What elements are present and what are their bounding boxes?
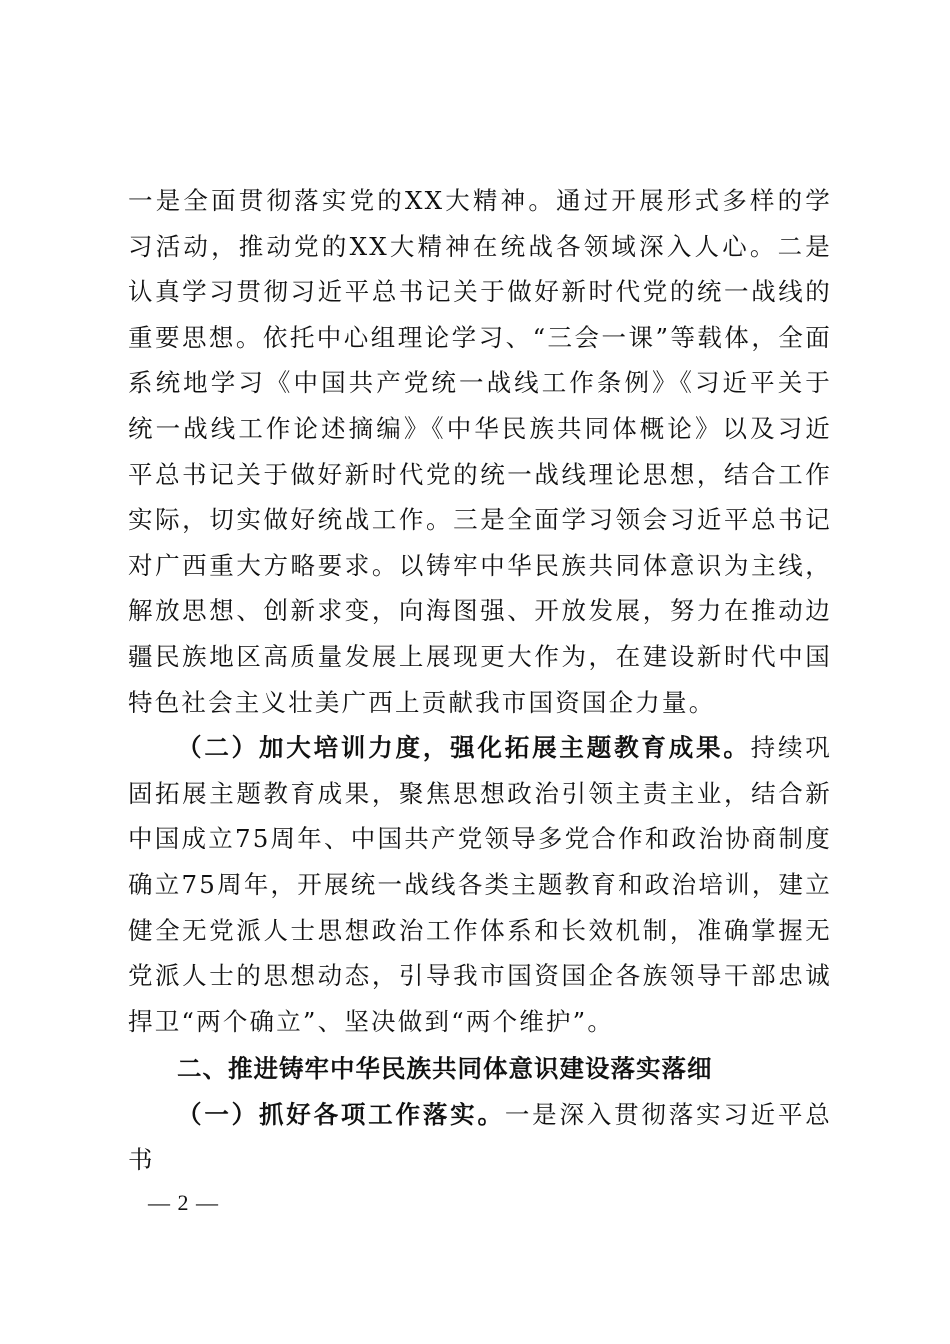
section-heading: 二、推进铸牢中华民族共同体意识建设落实落细: [177, 1054, 713, 1084]
paragraph-3: [128, 1092, 832, 1183]
paragraph-3-lead: （一）抓好各项工作落实。: [177, 1099, 505, 1129]
document-body: [128, 178, 832, 1183]
page-number: — 2 —: [148, 1190, 219, 1215]
paragraph-3-body: 一是深入贯彻落实习近平总书: [128, 1099, 832, 1175]
paragraph-2-lead: （二）加大培训力度，强化拓展主题教育成果。: [177, 733, 751, 763]
paragraph-2-body: 持续巩固拓展主题教育成果，聚焦思想政治引领主责主业，结合新中国成立75周年、中国共产党领导多党合作和政治协商制度确立75周年，开展统一战线各类主题教育和政治培训，建立健全无党派人士思想政治工作体系和长效机制，准确掌握无党派人士的思想动态，引导我市国资国企各族领导干部忠诚捍卫“两个确立”、坚决做到“两个维护”。: [128, 733, 832, 1036]
paragraph-2: [128, 725, 832, 1044]
paragraph-1: 一是全面贯彻落实党的XX大精神。通过开展形式多样的学习活动，推动党的XX大精神在统战各领域深入人心。二是认真学习贯彻习近平总书记关于做好新时代党的统一战线的重要思想。依托中心组理论学习、“三会一课”等载体，全面系统地学习《中国共产党统一战线工作条例》《习近平关于统一战线工作论述摘编》《中华民族共同体概论》以及习近平总书记关于做好新时代党的统一战线理论思想，结合工作实际，切实做好统战工作。三是全面学习领会习近平总书记对广西重大方略要求。以铸牢中华民族共同体意识为主线，解放思想、创新求变，向海图强、开放发展，努力在推动边疆民族地区高质量发展上展现更大作为，在建设新时代中国特色社会主义壮美广西上贡献我市国资国企力量。: [128, 186, 832, 717]
